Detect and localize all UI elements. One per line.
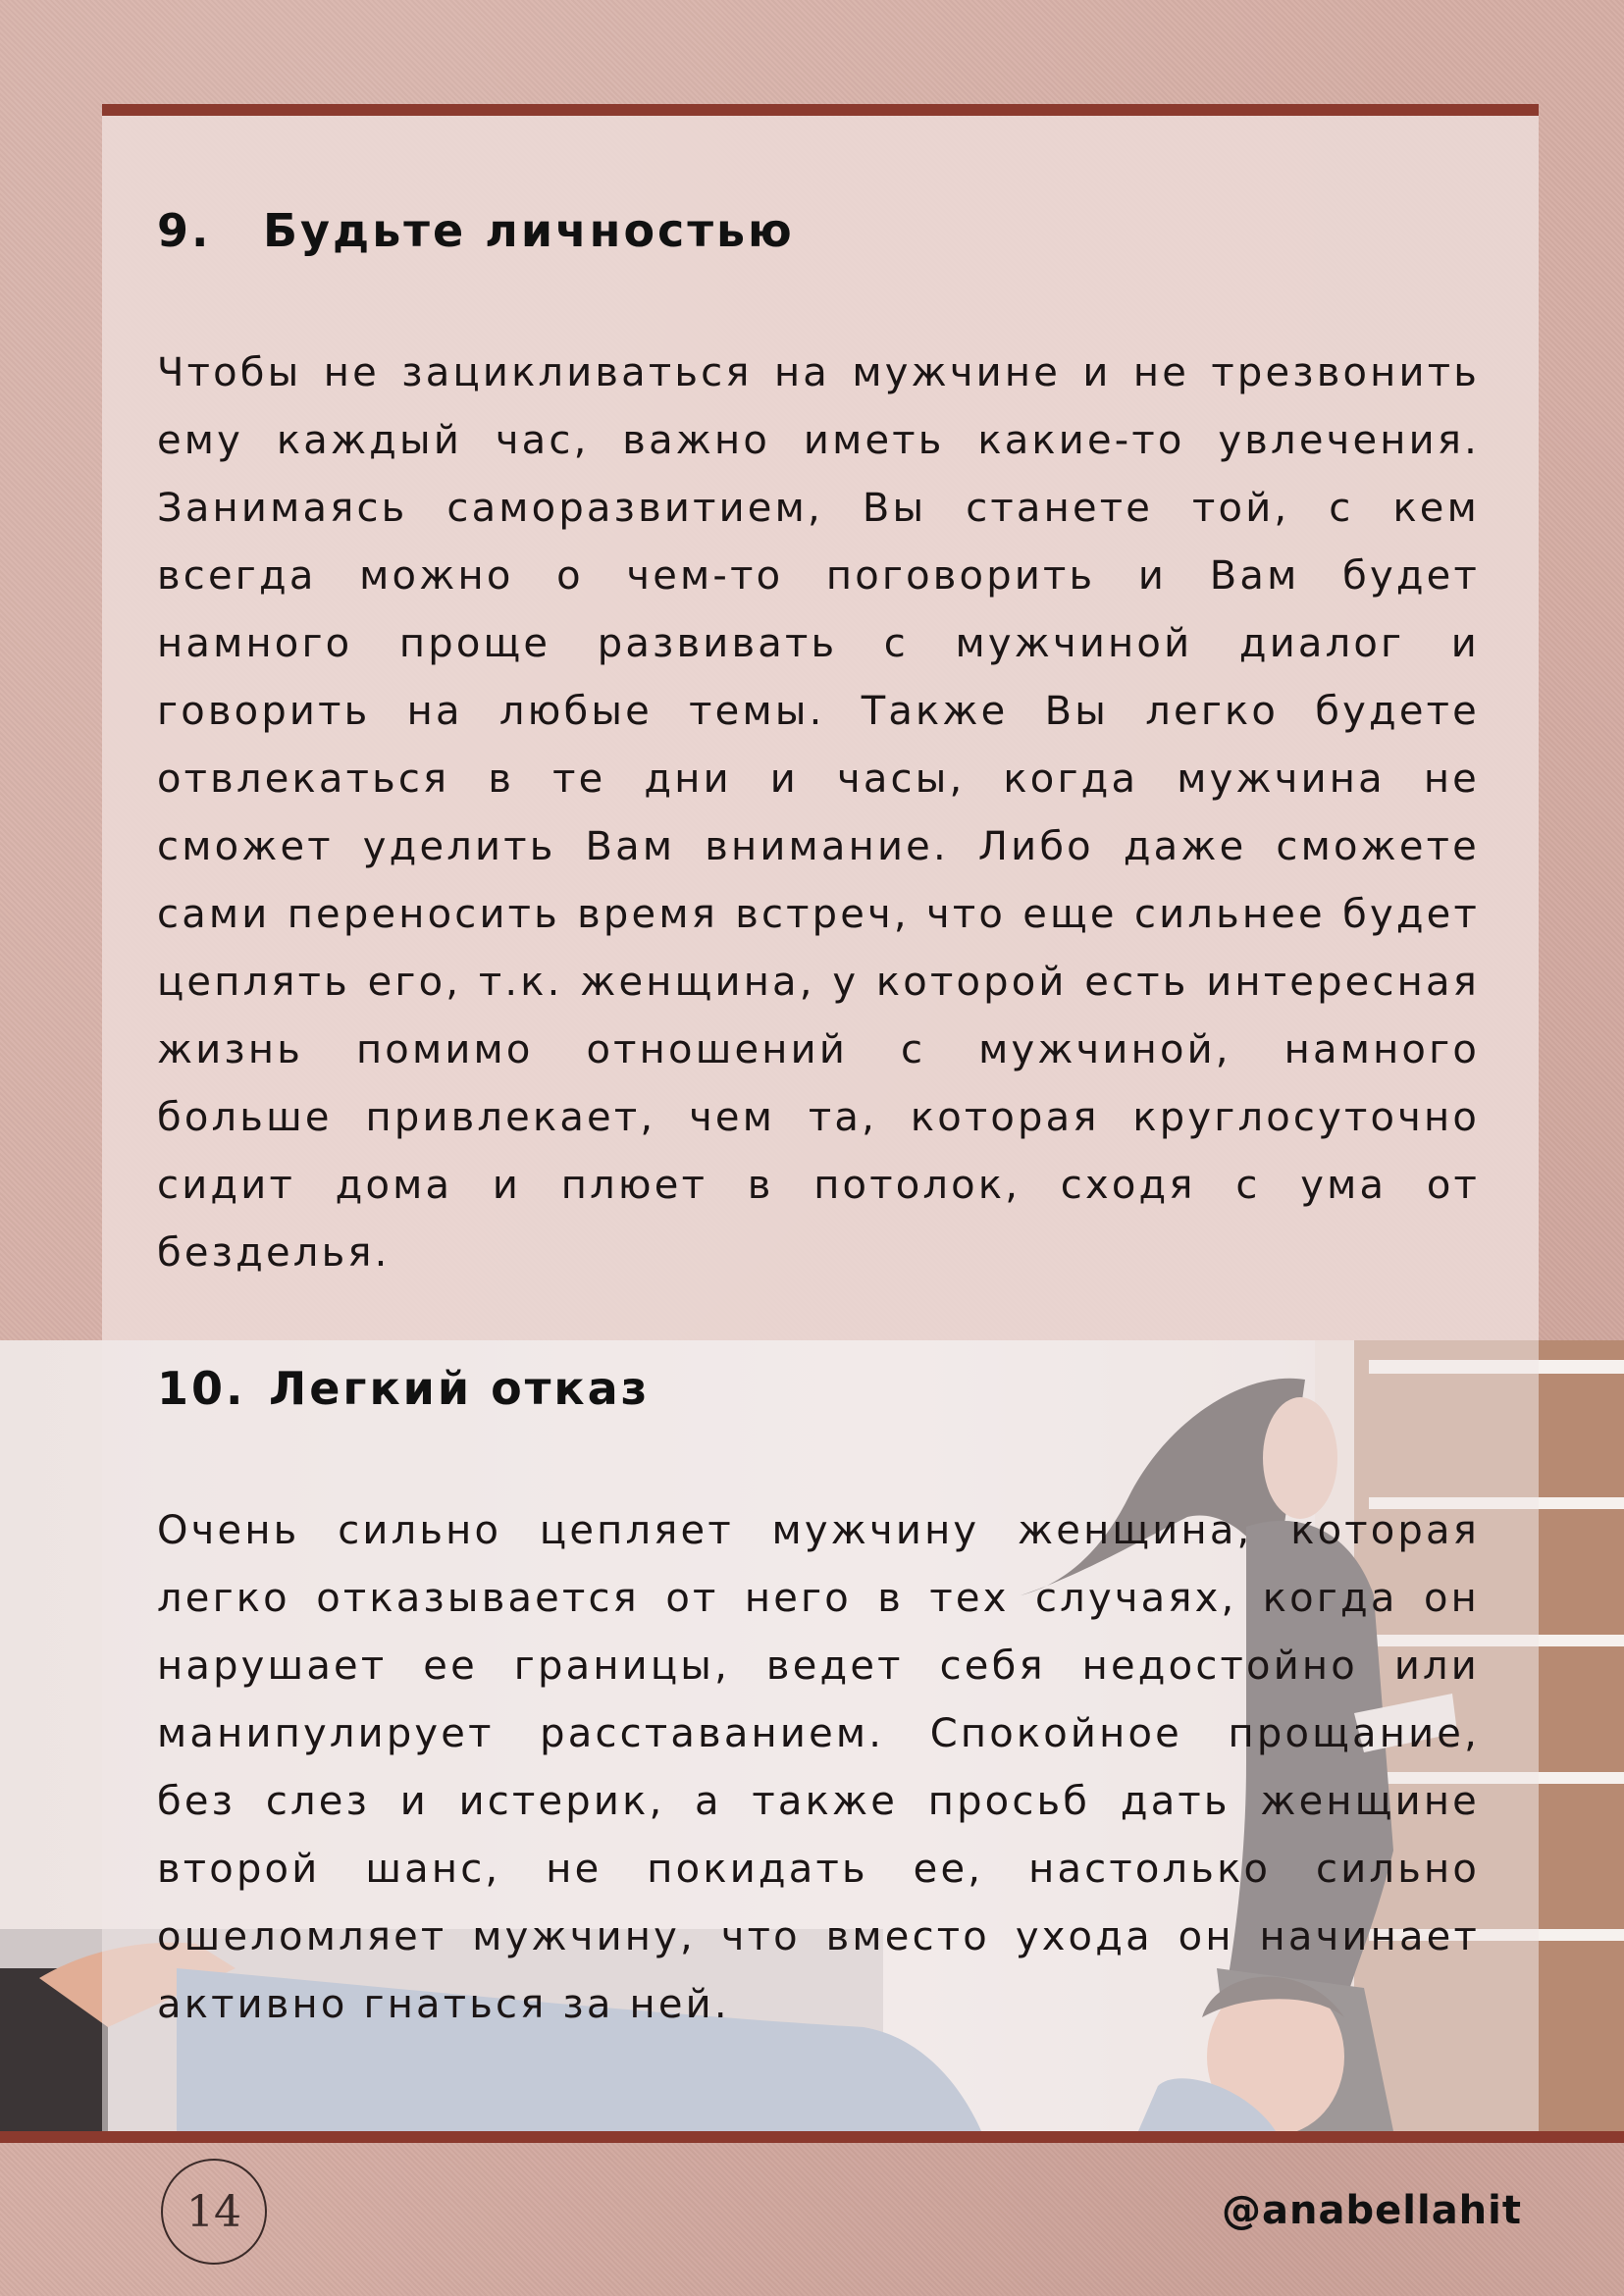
section-number: 9. bbox=[157, 204, 212, 257]
top-divider-bar bbox=[102, 104, 1539, 116]
author-handle: @anabellahit bbox=[1222, 2188, 1522, 2233]
section-title: Будьте личностью bbox=[263, 204, 795, 257]
section-body-9: Чтобы не зацикливаться на мужчине и не трезвонить ему каждый час, важно иметь какие-то увлечения. Занимаясь саморазвитием, Вы станете той, с кем всегда можно о чем-то поговорить и Вам будет намного проще развивать с мужчиной диалог и говорить на любые темы. Также Вы легко будете отвлекаться в те дни и часы, когда мужчина не сможет уделить Вам внимание. Либо даже сможете сами переносить время встреч, что еще сильнее будет цеплять его, т.к. женщина, у которой есть интересная жизнь помимо отношений с мужчиной, намного больше привлекает, чем та, которая круглосуточно сидит дома и плюет в потолок, сходя с ума от безделья. bbox=[157, 350, 1480, 1276]
page-number: 14 bbox=[186, 2186, 241, 2237]
section-heading-10 bbox=[157, 1362, 650, 1415]
section-body-10: Очень сильно цепляет мужчину женщина, которая легко отказывается от него в тех случаях, когда он нарушает ее границы, ведет себя недостойно или манипулирует расставанием. Спокойное прощание, без слез и истерик, а также просьб дать женщине второй шанс, не покидать ее, настолько сильно ошеломляет мужчину, что вместо ухода он начинает активно гнаться за ней. bbox=[157, 1508, 1480, 2027]
section-heading-9 bbox=[157, 204, 795, 257]
section-number: 10. bbox=[157, 1362, 246, 1415]
page-number-badge bbox=[161, 2159, 267, 2265]
section-title: Легкий отказ bbox=[269, 1362, 651, 1415]
bottom-divider-bar bbox=[0, 2131, 1624, 2143]
